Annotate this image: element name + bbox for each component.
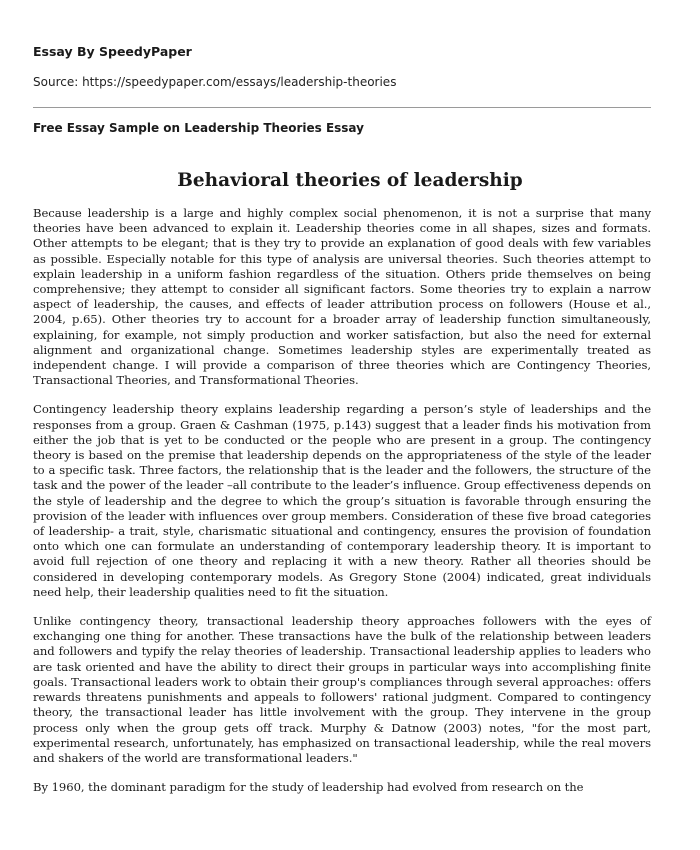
document-header <box>33 44 663 89</box>
essay-title: Behavioral theories of leadership <box>177 170 523 191</box>
body-paragraph-2: Contingency leadership theory explains leadership regarding a person’s style of leaderships and the responses from a group. Graen & Cashman (1975, p.143) suggest that a leader finds his motivation from either the job that is yet to be conducted or the people who are present in a group. The contingency theory is based on the premise that leadership depends on the appropriateness of the style of the leader to a specific task. Three factors, the relationship that is the leader and the followers, the structure of the task and the power of the leader –all contribute to the leader’s influence. Group effectiveness depends on the style of leadership and the degree to which the group’s situation is favorable through ensuring the provision of the leader with influences over group members. Consideration of these five broad categories of leadership- a trait, style, charismatic situational and contingency, ensures the provision of foundation onto which one can formulate an understanding of contemporary leadership theory. It is important to avoid full rejection of one theory and replacing it with a new theory. Rather all theories should be considered in developing contemporary models. As Gregory Stone (2004) indicated, great individuals need help, their leadership qualities need to fit the situation. <box>33 402 651 599</box>
essay-label: Free Essay Sample on Leadership Theories Essay <box>33 121 364 135</box>
body-paragraph-1: Because leadership is a large and highly complex social phenomenon, it is not a surprise that many theories have been advanced to explain it. Leadership theories come in all shapes, sizes and formats. Other attempts to be elegant; that is they try to provide an explanation of good deals with few variables as possible. Especially notable for this type of analysis are universal theories. Such theories attempt to explain leadership in a uniform fashion regardless of the situation. Others pride themselves on being comprehensive; they attempt to consider all significant factors. Some theories try to explain a narrow aspect of leadership, the causes, and effects of leader attribution process on followers (House et al., 2004, p.65). Other theories try to account for a broader array of leadership function simultaneously, explaining, for example, not simply production and worker satisfaction, but also the need for external alignment and organizational change. Sometimes leadership styles are experimentally treated as independent change. I will provide a comparison of three theories which are Contingency Theories, Transactional Theories, and Transformational Theories. <box>33 206 651 388</box>
brand-title: Essay By SpeedyPaper <box>33 44 192 59</box>
body-paragraph-4: By 1960, the dominant paradigm for the study of leadership had evolved from research on the <box>33 780 584 795</box>
source-line: Source: https://speedypaper.com/essays/leadership-theories <box>33 75 397 89</box>
body-paragraph-3: Unlike contingency theory, transactional leadership theory approaches followers with the eyes of exchanging one thing for another. These transactions have the bulk of the relationship between leaders and followers and typify the relay theories of leadership. Transactional leadership applies to leaders who are task oriented and have the ability to direct their groups in particular ways into accomplishing finite goals. Transactional leaders work to obtain their group's compliances through several approaches: offers rewards threatens punishments and appeals to followers' rational judgment. Compared to contingency theory, the transactional leader has little involvement with the group. They intervene in the group process only when the group gets off track. Murphy & Datnow (2003) notes, "for the most part, experimental research, unfortunately, has emphasized on transactional leadership, while the real movers and shakers of the world are transformational leaders." <box>33 614 651 765</box>
essay-body <box>33 206 651 809</box>
header-divider <box>33 107 651 108</box>
